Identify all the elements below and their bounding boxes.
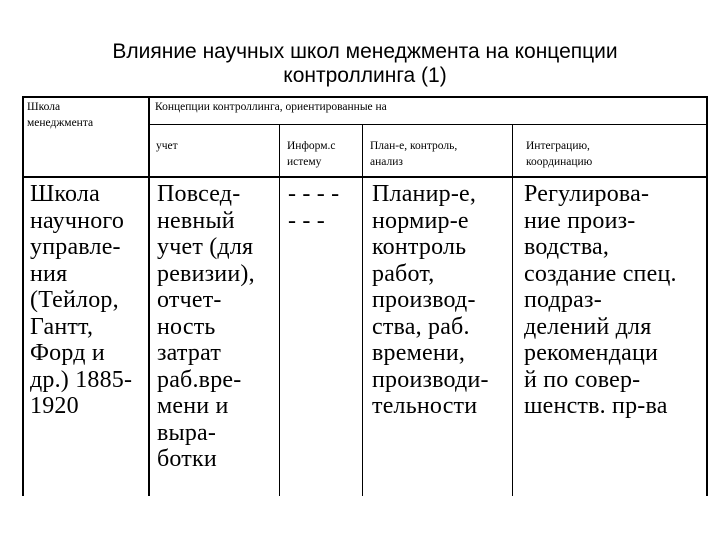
slide-title xyxy=(0,40,720,88)
table-divider-col4 xyxy=(512,124,513,496)
slide-title-line-2: контроллинга (1) xyxy=(283,64,447,87)
row-integration: Регулирова- ние произ- водства, создание спец. подраз- делений для рекомендаци й по совер- шенств. пр-ва xyxy=(524,181,677,419)
row-info-system: - - - - - - - xyxy=(288,181,340,234)
header-school: Школа менеджмента xyxy=(27,101,94,129)
table-divider-col1 xyxy=(148,96,150,496)
row-accounting: Повсед- невный учет (для ревизии), отчет- ность затрат раб.вре- мени и выра- ботки xyxy=(157,181,255,472)
table-border-left xyxy=(22,96,24,496)
table-divider-col3 xyxy=(362,124,363,496)
row-school: Школа научного управле- ния (Тейлор, Гантт, Форд и др.) 1885- 1920 xyxy=(30,181,133,419)
slide-title-line-1: Влияние научных школ менеджмента на концепции xyxy=(112,40,618,63)
header-concepts: Концепции контроллинга, ориентированные на xyxy=(155,101,387,113)
table-border-right xyxy=(706,96,708,496)
row-planning: Планир-е, нормир-е контроль работ, производ- ства, раб. времени, производи- тельности xyxy=(372,181,489,419)
table-border-top xyxy=(22,96,708,98)
header-info-system: Информ.с истему xyxy=(287,140,336,168)
header-planning: План-е, контроль, анализ xyxy=(370,140,458,168)
header-integration: Интеграцию, координацию xyxy=(526,140,593,168)
table-divider-header xyxy=(22,176,708,178)
header-accounting: учет xyxy=(156,140,178,152)
table-divider-subheader xyxy=(149,124,708,125)
table-divider-col2 xyxy=(279,124,280,496)
